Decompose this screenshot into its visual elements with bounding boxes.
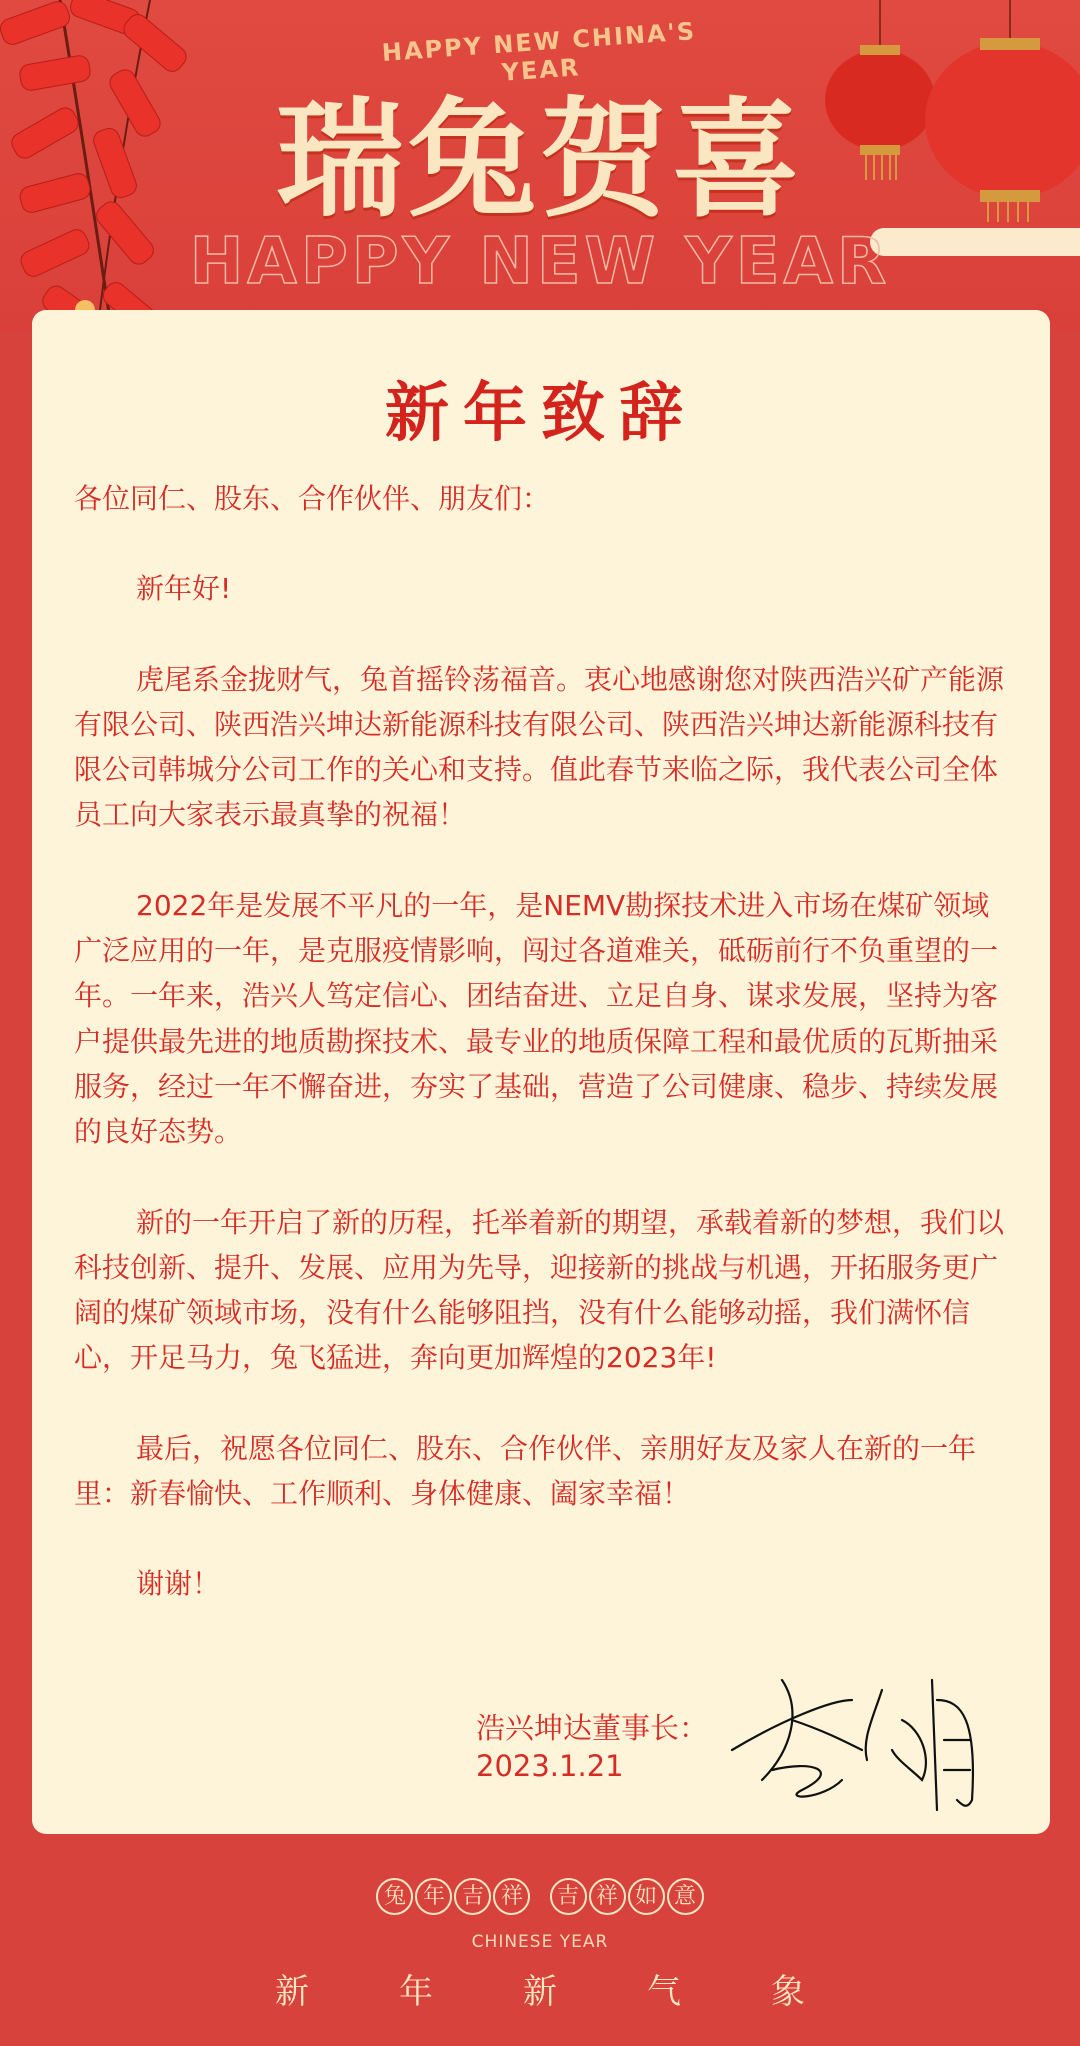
slogan-char: 如 (628, 1878, 665, 1915)
paragraph-2: 2022年是发展不平凡的一年，是NEMV勘探技术进入市场在煤矿领域广泛应用的一年，是克服疫情影响，闯过各道难关，砥砺前行不负重望的一年。一年来，浩兴人笃定信心、团结奋进、立足自身、谋求发展，坚持为客户提供最先进的地质勘探技术、最专业的地质保障工程和最优质的瓦斯抽采服务，经过一年不懈奋进，夯实了基础，营造了公司健康、稳步、持续发展的良好态势。 (74, 888, 999, 1149)
motto-char: 新 (275, 1972, 309, 2012)
header-title: 瑞兔贺喜 (275, 85, 804, 235)
slogan-char: 吉 (550, 1878, 587, 1915)
footer-motto (0, 1964, 1080, 2013)
paragraph-4: 最后，祝愿各位同仁、股东、合作伙伴、亲朋好友及家人在新的一年里：新春愉快、工作顺利、身体健康、阖家幸福！ (74, 1431, 977, 1511)
footer-slogans (0, 1878, 1080, 1915)
slogan-char: 祥 (589, 1878, 626, 1915)
letter-title: 新年致辞 (385, 376, 697, 451)
slogan-good-fortune (549, 1878, 705, 1915)
letter-date: 2023.1.21 (476, 1749, 624, 1783)
motto-char: 年 (399, 1972, 433, 2012)
slogan-char: 祥 (493, 1878, 530, 1915)
letter-card (32, 310, 1050, 1834)
motto-char: 气 (647, 1972, 681, 2012)
motto-char: 新 (523, 1972, 557, 2012)
handwritten-signature (722, 1660, 1022, 1820)
signer-label: 浩兴坤达董事长： (476, 1711, 709, 1745)
footer-english: CHINESE YEAR (471, 1932, 609, 1952)
letter-body (74, 476, 1010, 1607)
greeting: 新年好! (136, 572, 232, 606)
motto-char: 象 (771, 1972, 805, 2012)
salutation: 各位同仁、股东、合作伙伴、朋友们： (74, 482, 551, 515)
slogan-char: 兔 (376, 1878, 413, 1915)
header-outline-text: HAPPY NEW YEAR (189, 225, 891, 299)
closing: 谢谢！ (136, 1567, 221, 1601)
slogan-char: 吉 (454, 1878, 491, 1915)
slogan-char: 年 (415, 1878, 452, 1915)
slogan-char: 意 (667, 1878, 704, 1915)
paragraph-3: 新的一年开启了新的历程，托举着新的期望，承载着新的梦想，我们以科技创新、提升、发展、应用为先导，迎接新的挑战与机遇，开拓服务更广阔的煤矿领域市场，没有什么能够阻挡，没有什么能够动摇，我们满怀信心，开足马力，兔飞猛进，奔向更加辉煌的2023年! (74, 1205, 1005, 1375)
slogan-rabbit-year (375, 1878, 531, 1915)
header-subtitle: HAPPY NEW CHINA'S YEAR (381, 17, 698, 87)
paragraph-1: 虎尾系金拢财气，兔首摇铃荡福音。衷心地感谢您对陕西浩兴矿产能源有限公司、陕西浩兴坤达新能源科技有限公司、陕西浩兴坤达新能源科技有限公司韩城分公司工作的关心和支持。值此春节来临之际，我代表公司全体员工向大家表示最真挚的祝福！ (74, 662, 1005, 832)
